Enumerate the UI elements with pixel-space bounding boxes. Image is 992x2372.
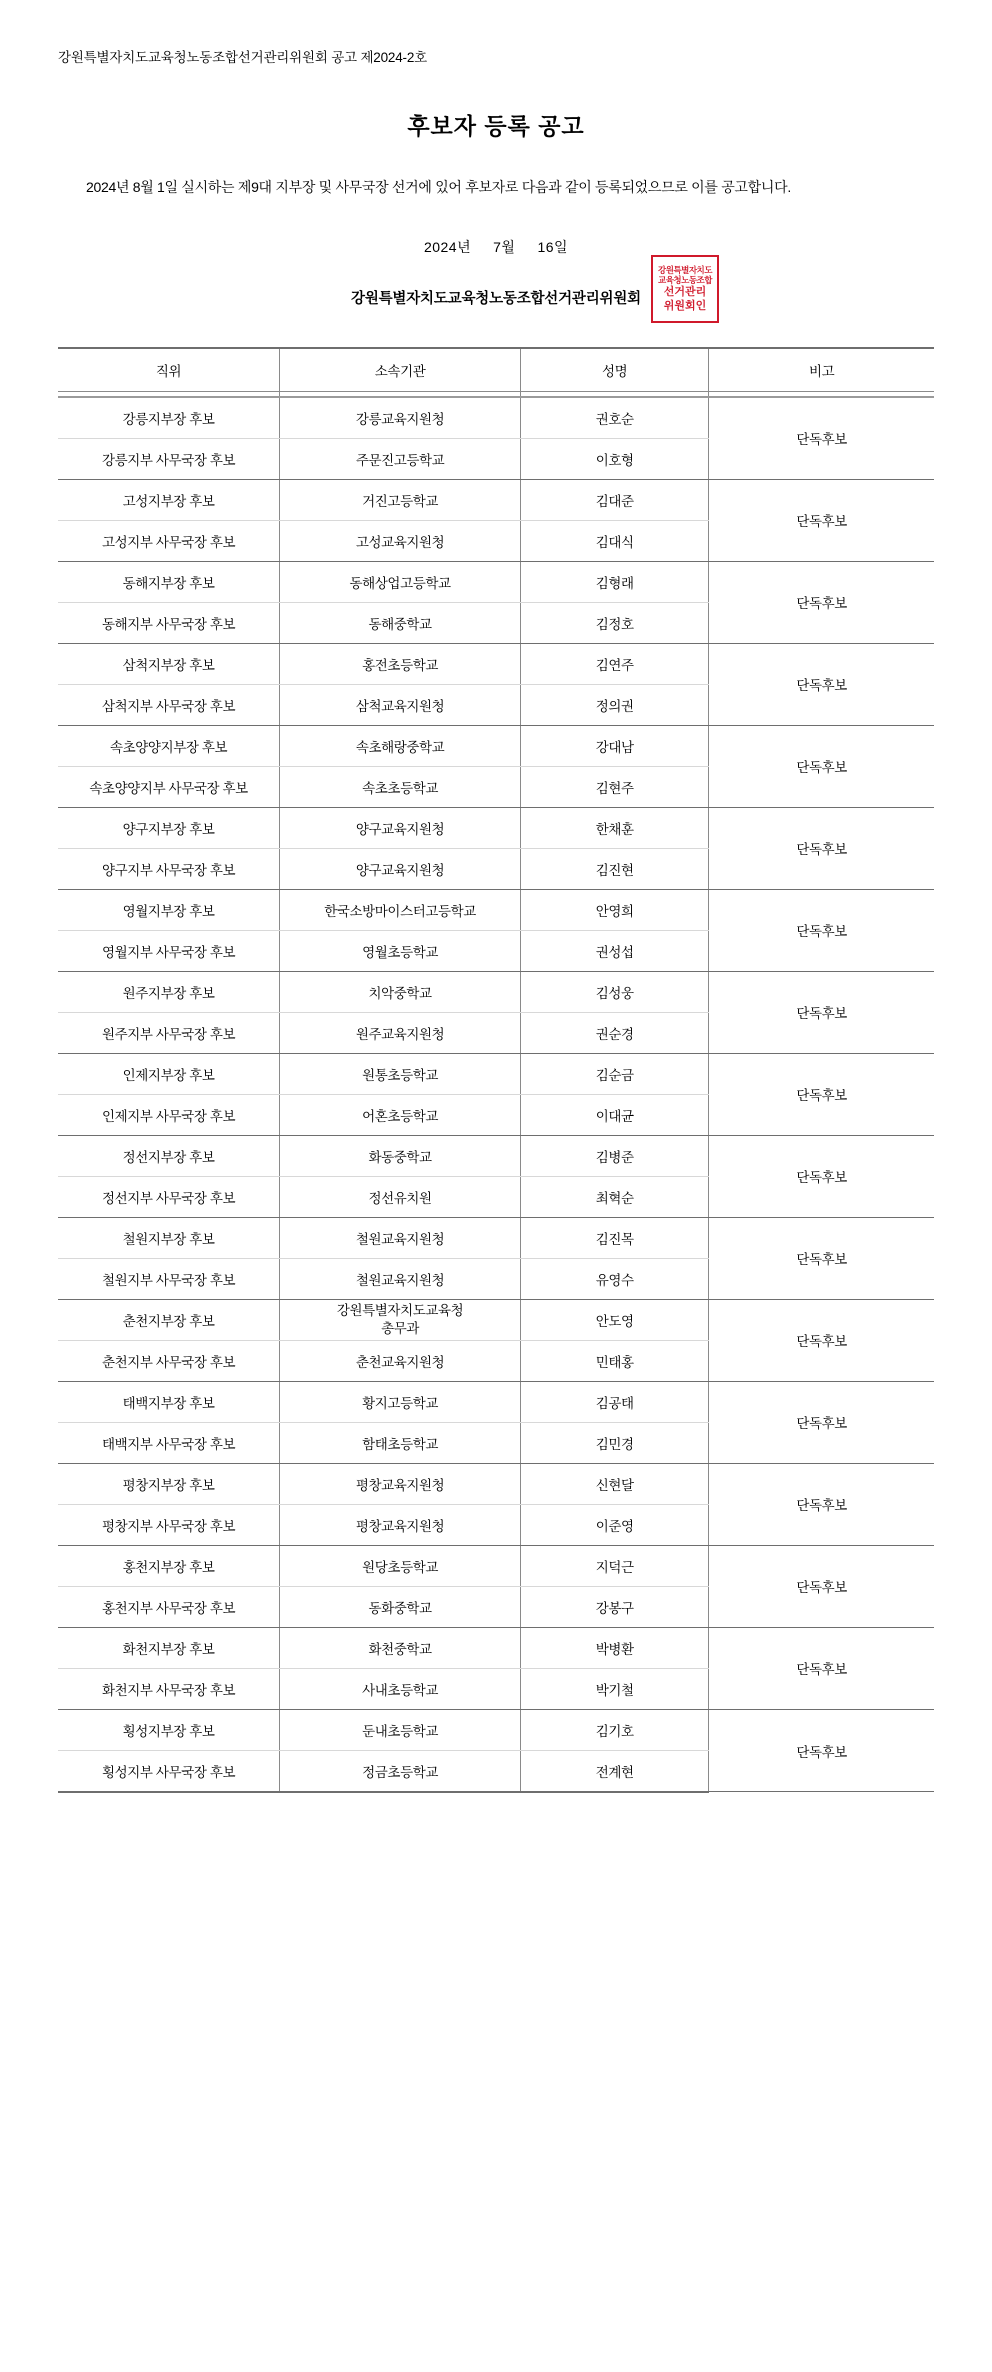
cell-note: 단독후보 [709, 971, 934, 1053]
table-row [58, 1053, 934, 1094]
cell-name: 이준영 [521, 1504, 709, 1545]
page-title: 후보자 등록 공고 [407, 113, 585, 139]
cell-organization: 평창교육지원청 [280, 1463, 521, 1504]
cell-organization: 강릉교육지원청 [280, 397, 521, 439]
cell-organization: 속초해랑중학교 [280, 725, 521, 766]
cell-position: 속초양양지부 사무국장 후보 [58, 766, 280, 807]
cell-organization: 원당초등학교 [280, 1545, 521, 1586]
table-row [58, 1463, 934, 1504]
date-year: 2024년 [423, 238, 472, 255]
cell-name: 유영수 [521, 1258, 709, 1299]
table-header [58, 348, 934, 397]
cell-position: 홍천지부 사무국장 후보 [58, 1586, 280, 1627]
seal-line-2: 교육청노동조합 [658, 275, 712, 286]
cell-note: 단독후보 [709, 1135, 934, 1217]
cell-name: 강봉구 [521, 1586, 709, 1627]
cell-position: 춘천지부장 후보 [58, 1299, 280, 1340]
table-row [58, 1627, 934, 1668]
cell-position: 인제지부 사무국장 후보 [58, 1094, 280, 1135]
cell-note: 단독후보 [709, 1627, 934, 1709]
cell-position: 홍천지부장 후보 [58, 1545, 280, 1586]
cell-name: 강대남 [521, 725, 709, 766]
cell-name: 민태홍 [521, 1340, 709, 1381]
table-body [58, 397, 934, 1792]
table-row [58, 1545, 934, 1586]
cell-name: 이호형 [521, 438, 709, 479]
cell-organization: 주문진고등학교 [280, 438, 521, 479]
cell-name: 전계현 [521, 1750, 709, 1792]
column-header-name: 성명 [521, 348, 709, 392]
seal-line-4: 위원회인 [663, 299, 707, 312]
cell-note: 단독후보 [709, 397, 934, 480]
table-row [58, 889, 934, 930]
notice-body-text: 2024년 8월 1일 실시하는 제9대 지부장 및 사무국장 선거에 있어 후보자로 다음과 같이 등록되었으므로 이를 공고합니다. [86, 179, 791, 195]
cell-name: 박기철 [521, 1668, 709, 1709]
cell-name: 김기호 [521, 1709, 709, 1750]
cell-organization [280, 1299, 521, 1340]
cell-position: 태백지부 사무국장 후보 [58, 1422, 280, 1463]
cell-position: 춘천지부 사무국장 후보 [58, 1340, 280, 1381]
table-row [58, 1135, 934, 1176]
cell-name: 김민경 [521, 1422, 709, 1463]
cell-name: 김형래 [521, 561, 709, 602]
cell-name: 권순경 [521, 1012, 709, 1053]
cell-note: 단독후보 [709, 889, 934, 971]
cell-note: 단독후보 [709, 1217, 934, 1299]
seal-line-3: 선거관리 [663, 285, 707, 298]
cell-name: 김성웅 [521, 971, 709, 1012]
cell-position: 양구지부 사무국장 후보 [58, 848, 280, 889]
cell-organization: 한국소방마이스터고등학교 [280, 889, 521, 930]
cell-note: 단독후보 [709, 1545, 934, 1627]
cell-position: 정선지부장 후보 [58, 1135, 280, 1176]
cell-name: 김병준 [521, 1135, 709, 1176]
notice-body [58, 175, 934, 201]
cell-name: 김순금 [521, 1053, 709, 1094]
cell-position: 철원지부 사무국장 후보 [58, 1258, 280, 1299]
cell-name: 김연주 [521, 643, 709, 684]
cell-name: 김대준 [521, 479, 709, 520]
cell-position: 화천지부 사무국장 후보 [58, 1668, 280, 1709]
cell-name: 신현달 [521, 1463, 709, 1504]
cell-organization: 원주교육지원청 [280, 1012, 521, 1053]
cell-position: 철원지부장 후보 [58, 1217, 280, 1258]
cell-organization: 춘천교육지원청 [280, 1340, 521, 1381]
cell-note: 단독후보 [709, 1299, 934, 1381]
date-month: 7월 [493, 238, 516, 255]
cell-position: 동해지부 사무국장 후보 [58, 602, 280, 643]
cell-organization: 양구교육지원청 [280, 848, 521, 889]
cell-organization: 화천중학교 [280, 1627, 521, 1668]
cell-position: 동해지부장 후보 [58, 561, 280, 602]
cell-organization: 거진고등학교 [280, 479, 521, 520]
cell-organization-line: 강원특별자치도교육청 [336, 1302, 464, 1318]
cell-position: 고성지부 사무국장 후보 [58, 520, 280, 561]
cell-position: 태백지부장 후보 [58, 1381, 280, 1422]
table-row [58, 725, 934, 766]
cell-organization: 동해상업고등학교 [280, 561, 521, 602]
cell-position: 고성지부장 후보 [58, 479, 280, 520]
column-header-note: 비고 [709, 348, 934, 392]
cell-note: 단독후보 [709, 1053, 934, 1135]
cell-organization: 홍전초등학교 [280, 643, 521, 684]
cell-position: 강릉지부장 후보 [58, 397, 280, 439]
cell-organization: 철원교육지원청 [280, 1258, 521, 1299]
issuer-name: 강원특별자치도교육청노동조합선거관리위원회 [351, 290, 641, 307]
cell-position: 화천지부장 후보 [58, 1627, 280, 1668]
table-row [58, 807, 934, 848]
cell-note: 단독후보 [709, 561, 934, 643]
seal-line-1: 강원특별자치도 [658, 264, 712, 275]
table-row [58, 561, 934, 602]
cell-organization-lines [281, 1302, 519, 1338]
cell-organization: 둔내초등학교 [280, 1709, 521, 1750]
cell-position: 삼척지부장 후보 [58, 643, 280, 684]
table-row [58, 397, 934, 439]
cell-position: 정선지부 사무국장 후보 [58, 1176, 280, 1217]
cell-organization: 동해중학교 [280, 602, 521, 643]
cell-organization: 원통초등학교 [280, 1053, 521, 1094]
cell-organization: 속초초등학교 [280, 766, 521, 807]
cell-position: 원주지부장 후보 [58, 971, 280, 1012]
table-row [58, 1299, 934, 1340]
cell-note: 단독후보 [709, 725, 934, 807]
candidate-table [58, 347, 934, 1793]
signature-block [58, 264, 934, 321]
cell-organization: 화동중학교 [280, 1135, 521, 1176]
cell-organization: 정금초등학교 [280, 1750, 521, 1792]
cell-organization: 삼척교육지원청 [280, 684, 521, 725]
cell-position: 횡성지부 사무국장 후보 [58, 1750, 280, 1792]
cell-name: 권성섭 [521, 930, 709, 971]
cell-name: 김진현 [521, 848, 709, 889]
notice-number: 강원특별자치도교육청노동조합선거관리위원회 공고 제2024-2호 [58, 50, 427, 65]
cell-organization: 철원교육지원청 [280, 1217, 521, 1258]
cell-name: 김대식 [521, 520, 709, 561]
cell-organization: 동화중학교 [280, 1586, 521, 1627]
cell-position: 삼척지부 사무국장 후보 [58, 684, 280, 725]
table-row [58, 643, 934, 684]
cell-name: 안도영 [521, 1299, 709, 1340]
cell-name: 권호순 [521, 397, 709, 439]
cell-position: 원주지부 사무국장 후보 [58, 1012, 280, 1053]
cell-name: 정의권 [521, 684, 709, 725]
cell-note: 단독후보 [709, 643, 934, 725]
table-row [58, 971, 934, 1012]
cell-organization: 함태초등학교 [280, 1422, 521, 1463]
cell-position: 양구지부장 후보 [58, 807, 280, 848]
cell-note: 단독후보 [709, 1463, 934, 1545]
cell-position: 영월지부 사무국장 후보 [58, 930, 280, 971]
cell-name: 김진목 [521, 1217, 709, 1258]
cell-name: 이대균 [521, 1094, 709, 1135]
cell-organization: 사내초등학교 [280, 1668, 521, 1709]
cell-name: 안영희 [521, 889, 709, 930]
date-day: 16일 [537, 238, 569, 255]
cell-organization: 평창교육지원청 [280, 1504, 521, 1545]
table-row [58, 1709, 934, 1750]
cell-organization-line: 총무과 [381, 1320, 420, 1336]
cell-organization: 정선유치원 [280, 1176, 521, 1217]
cell-note: 단독후보 [709, 1709, 934, 1792]
cell-position: 속초양양지부장 후보 [58, 725, 280, 766]
cell-note: 단독후보 [709, 1381, 934, 1463]
cell-name: 김공태 [521, 1381, 709, 1422]
cell-name: 한채훈 [521, 807, 709, 848]
official-seal-icon [651, 255, 719, 323]
cell-position: 평창지부장 후보 [58, 1463, 280, 1504]
table-row [58, 479, 934, 520]
table-row [58, 1381, 934, 1422]
column-header-position: 직위 [58, 348, 280, 392]
cell-position: 평창지부 사무국장 후보 [58, 1504, 280, 1545]
cell-name: 지덕근 [521, 1545, 709, 1586]
cell-position: 영월지부장 후보 [58, 889, 280, 930]
column-header-organization: 소속기관 [280, 348, 521, 392]
cell-organization: 치악중학교 [280, 971, 521, 1012]
cell-name: 김정호 [521, 602, 709, 643]
cell-organization: 영월초등학교 [280, 930, 521, 971]
cell-name: 최혁순 [521, 1176, 709, 1217]
cell-organization: 양구교육지원청 [280, 807, 521, 848]
table-row [58, 1217, 934, 1258]
cell-organization: 어혼초등학교 [280, 1094, 521, 1135]
table-header-row [58, 348, 934, 392]
cell-position: 횡성지부장 후보 [58, 1709, 280, 1750]
cell-position: 강릉지부 사무국장 후보 [58, 438, 280, 479]
cell-organization: 황지고등학교 [280, 1381, 521, 1422]
cell-position: 인제지부장 후보 [58, 1053, 280, 1094]
cell-note: 단독후보 [709, 807, 934, 889]
cell-note: 단독후보 [709, 479, 934, 561]
cell-name: 김현주 [521, 766, 709, 807]
cell-organization: 고성교육지원청 [280, 520, 521, 561]
cell-name: 박병환 [521, 1627, 709, 1668]
notice-date [58, 237, 934, 257]
